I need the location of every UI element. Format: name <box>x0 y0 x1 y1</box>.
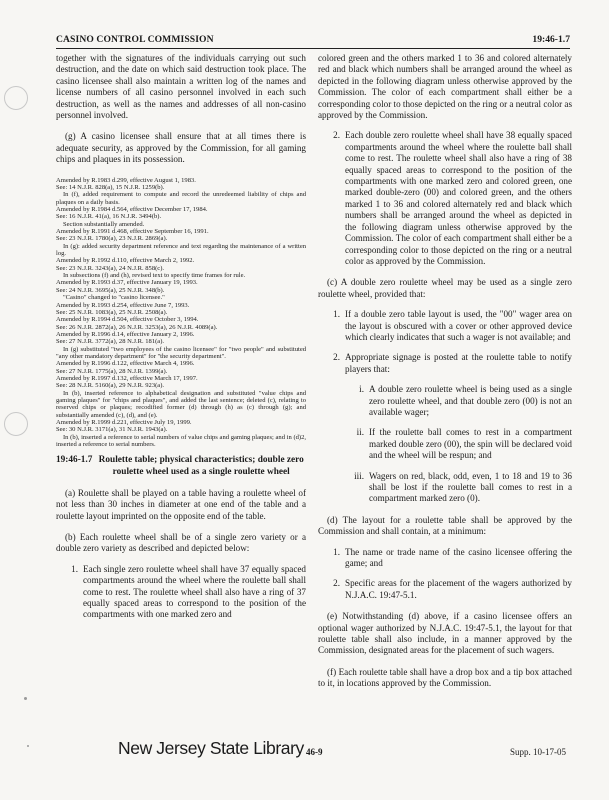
history-note: Amended by R.1993 d.37, effective January 19, 1993. <box>56 279 198 287</box>
history-note: See: 26 N.J.R. 2872(a), 26 N.J.R. 3253(a), 26 N.J.R. 4089(a). <box>56 323 218 331</box>
item-label: 1. <box>333 546 340 557</box>
scan-speck <box>24 697 27 700</box>
item-d2 <box>318 578 572 601</box>
item-text: A double zero roulette wheel is being used as a single zero roulette wheel, and that double zero (00) is not an available wager; <box>369 384 572 417</box>
right-column <box>318 53 572 690</box>
item-c2-ii <box>338 427 572 461</box>
history-note: In (b), inserted reference to alphabetical designation and substituted "value chips and gaming plaques" for "chips and plaques", and added the last sentence; deleted (c), relating to reserved chips or plaques; recodified former (d) through (h) as (c) through (g); and substantially amended (c), (d), and (e). <box>56 389 306 419</box>
item-text: If a double zero table layout is used, the "00" wager area on the layout is obscured with a cover or other approved device which clearly indicates that such a wager is not available; and <box>345 309 572 342</box>
history-note: See: 27 N.J.R. 1775(a), 28 N.J.R. 1399(a). <box>56 367 168 375</box>
history-note: Amended by R.1994 d.504, effective October 3, 1994. <box>56 316 199 324</box>
item-text: If the roulette ball comes to rest in a compartment marked double zero (00), the spin will be declared void and the wheel will be respun; and <box>369 427 572 461</box>
item-c2 <box>318 352 572 375</box>
history-note: Amended by R.1999 d.221, effective July 19, 1999. <box>56 419 192 426</box>
item-b1 <box>56 564 306 621</box>
item-label: 1. <box>333 309 340 320</box>
history-note: See: 28 N.J.R. 5160(a), 29 N.J.R. 923(a). <box>56 382 165 390</box>
item-c2-iii <box>338 471 572 505</box>
history-note: "Casino" changed to "casino licensee." <box>63 294 165 302</box>
history-note: Amended by R.1993 d.254, effective June 7, 1993. <box>56 301 190 309</box>
item-label: 2. <box>333 130 340 141</box>
item-c1 <box>318 309 572 343</box>
history-note: See: 14 N.J.R. 828(a), 15 N.J.R. 1259(b). <box>56 184 165 191</box>
item-text: Specific areas for the placement of the wagers authorized by N.J.A.C. 19:47-5.1. <box>345 578 572 600</box>
history-note: In (f), added requirement to compute and record the unredeemed liability of chips and plaques on a daily basis. <box>56 191 306 206</box>
history-note: Amended by R.1991 d.468, effective September 16, 1991. <box>56 228 209 236</box>
item-label: ii. <box>356 427 364 438</box>
supplement-date: Supp. 10-17-05 <box>510 747 566 757</box>
item-text: Each single zero roulette wheel shall have 37 equally spaced compartments around the wheel where the roulette ball shall come to rest. The roulette wheel shall also have a ring of 37 equally spaced areas to correspond to the position of the compartments with one marked zero and <box>83 563 306 620</box>
history-note: In (g): added security department reference and text regarding the maintenance of a written log. <box>56 242 306 258</box>
history-note: See: 24 N.J.R. 3695(a), 25 N.J.R. 348(b). <box>56 286 165 294</box>
item-text: Wagers on red, black, odd, even, 1 to 18 and 19 to 36 shall be lost if the roulette ball comes to rest in a compartment marked zero (0). <box>369 470 572 504</box>
header-section: 19:46-1.7 <box>532 34 570 45</box>
paragraph-g: (g) A casino licensee shall ensure that at all times there is adequate security, as approved by the Commission, for all gaming chips and plaques in its possession. <box>56 131 306 165</box>
history-note: Amended by R.1992 d.110, effective March 2, 1992. <box>56 257 195 265</box>
item-label: 1. <box>71 563 78 574</box>
history-note: See: 23 N.J.R. 1780(a), 23 N.J.R. 2869(a). <box>56 235 168 243</box>
history-note: In (g) substituted "two employees of the casino licensee" for "two people" and substituted "any other mandatory department" for "the security department". <box>56 345 306 360</box>
section-heading <box>56 455 306 477</box>
paragraph-d: (d) The layout for a roulette table shall be approved by the Commission and shall contain, at a minimum: <box>318 514 572 537</box>
paragraph-c: (c) A double zero roulette wheel may be used as a single zero roulette wheel, provided that: <box>318 277 572 299</box>
paragraph-e: (e) Notwithstanding (d) above, if a casino licensee offers an optional wager authorized by N.J.A.C. 19:47-5.1, the layout for that roulette table shall also include, in a manner approved by the Commission, designated areas for the placement of such wagers. <box>318 611 572 656</box>
section-title: Roulette table; physical characteristics; double zero roulette wheel used as a single roulette wheel <box>98 455 304 477</box>
binder-hole <box>4 86 28 110</box>
paragraph-f-continued: together with the signatures of the individuals carrying out such destruction, and the date on which said destruction took place. The casino licensee shall also maintain a written log of the names and license numbers of all casino personnel involved in each such destruction, as well as the names and addresses of all non-casino personnel involved. <box>56 53 306 121</box>
left-column <box>56 53 306 621</box>
scan-speck <box>27 745 29 747</box>
history-note: Amended by R.1996 d.122, effective March 4, 1996. <box>56 360 195 368</box>
item-label: 2. <box>333 352 340 363</box>
history-note: See: 23 N.J.R. 3243(a), 24 N.J.R. 858(c). <box>56 264 165 272</box>
history-note: Amended by R.1983 d.299, effective August 1, 1983. <box>56 176 196 184</box>
item-text: Each double zero roulette wheel shall have 38 equally spaced compartments around the wheel where the roulette ball shall come to rest. The roulette wheel shall also have a ring of 38 equally spaced areas to correspond to the position of the compartments with one marked zero and colored green, one marked double-zero (00) and colored green, and the others marked 1 to 36 and colored alternately red and black which numbers shall be arranged around the wheel as depicted in the following diagram unless otherwise approved by the Commission. The color of each compartment shall either be a corresponding color to those depicted on the ring or a neutral color as approved by the Commission. <box>345 130 572 266</box>
binder-hole <box>4 412 28 436</box>
history-note: In subsections (f) and (h), revised text to specify time frames for rule. <box>63 272 246 280</box>
running-header <box>56 34 570 49</box>
history-note: In (b), inserted a reference to serial numbers of value chips and gaming plaques; and in (d)2, inserted a reference to serial numbers. <box>56 433 306 449</box>
item-b2 <box>318 130 572 267</box>
history-note: Amended by R.1997 d.132, effective March 17, 1997. <box>56 374 198 382</box>
history-note: See: 25 N.J.R. 1083(a), 25 N.J.R. 2508(a). <box>56 308 168 316</box>
item-c2-i <box>338 384 572 418</box>
paragraph-b: (b) Each roulette wheel shall be of a single zero variety or a double zero variety as described and depicted below: <box>56 532 306 554</box>
item-label: i. <box>359 384 364 395</box>
paragraph-b1-continued: colored green and the others marked 1 to 36 and colored alternately red and black which numbers shall be arranged around the wheel as depicted in the following diagram unless otherwise approved by the Commission. The color of each compartment shall either be a corresponding color to those depicted on the ring or a neutral color as approved by the Commission. <box>318 53 572 121</box>
item-text: The name or trade name of the casino licensee offering the game; and <box>345 546 572 569</box>
history-note: See: 16 N.J.R. 41(a), 16 N.J.R. 3494(b). <box>56 213 162 221</box>
history-note: Amended by R.1984 d.564, effective December 17, 1984. <box>56 206 208 214</box>
history-notes <box>56 177 306 449</box>
header-title: CASINO CONTROL COMMISSION <box>56 34 214 45</box>
library-stamp: New Jersey State Library <box>118 738 304 758</box>
paragraph-a: (a) Roulette shall be played on a table having a roulette wheel of not less than 30 inches in diameter at one end of the table and a roulette layout imprinted on the opposite end of the table. <box>56 487 306 521</box>
item-label: iii. <box>354 470 364 481</box>
history-note: Amended by R.1996 d.14, effective January 2, 1996. <box>56 330 195 338</box>
history-note: See: 27 N.J.R. 3772(a), 28 N.J.R. 181(a). <box>56 338 165 346</box>
item-d1 <box>318 547 572 570</box>
page-number: 46-9 <box>306 747 323 757</box>
item-label: 2. <box>333 578 340 589</box>
history-note: Section substantially amended. <box>63 220 145 228</box>
section-number: 19:46-1.7 <box>56 455 93 466</box>
history-note: See: 30 N.J.R. 3171(a), 31 N.J.R. 1943(a). <box>56 426 168 434</box>
item-text: Appropriate signage is posted at the roulette table to notify players that: <box>345 352 572 374</box>
paragraph-f: (f) Each roulette table shall have a drop box and a tip box attached to it, in locations approved by the Commission. <box>318 666 572 689</box>
